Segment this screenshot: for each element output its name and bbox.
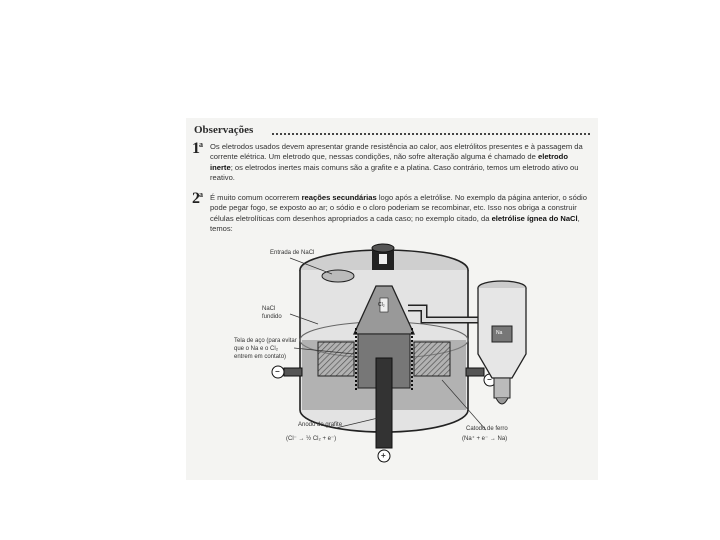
label-cl2: Cl₂ [378, 302, 385, 308]
label-iron-cathode: Catodo de ferro [466, 426, 508, 432]
sodium-collector [478, 281, 526, 404]
label-na: Na [496, 330, 503, 336]
section-heading: Observações [194, 124, 254, 136]
label-steel-screen-1: Tela de aço (para evitar [234, 338, 297, 344]
cathode-right [414, 342, 450, 376]
label-nacl-inlet: Entrada de NaCl [270, 250, 315, 256]
label-graphite-anode: Anodo de grafite [298, 422, 343, 428]
label-plus: + [381, 451, 386, 460]
label-steel-screen-2: que o Na e o Cl₂ [234, 346, 279, 352]
right-terminal [466, 368, 484, 376]
left-terminal [284, 368, 302, 376]
label-nacl-molten-1: NaCl [262, 306, 276, 312]
item-2-bold-term: reações secundárias [301, 193, 377, 202]
scanned-page [186, 118, 598, 480]
top-cap [372, 244, 394, 270]
item-2-text-mid: logo após a eletrólise. No exemplo da página anterior, o sódio pode pegar fogo, se exposto ao ar; o sódio e o cloro poderiam se recombinar, etc. Isso nos obriga a construir células eletrolíticas com desenhos apropriados a cada caso; no exemplo citado, da [210, 193, 587, 223]
graphite-anode [376, 358, 392, 448]
item-number-1-digit: 1 [192, 140, 199, 157]
label-steel-screen-3: entrem em contato) [234, 354, 287, 360]
label-minus-left: − [275, 367, 280, 376]
label-minus-right: − [487, 375, 492, 384]
item-2-bold-term-2: eletrólise ígnea do NaCl [491, 213, 578, 223]
item-number-2-digit: 2 [192, 190, 199, 207]
label-anode-equation: (Cl⁻ → ½ Cl₂ + e⁻) [286, 436, 337, 442]
item-1-bold-term: eletrodo inerte [210, 152, 568, 172]
item-2-text-after: , temos: [210, 213, 580, 234]
cathode-left [318, 342, 354, 376]
electrolysis-cell-diagram [186, 118, 598, 480]
item-2-text-before: É muito comum ocorrerem [210, 193, 302, 202]
label-cathode-equation: (Na⁺ + e⁻ → Na) [462, 436, 508, 442]
item-1-text-before: Os eletrodos usados devem apresentar grande resistência ao calor, aos eletrólitos presentes e à passagem da corrente elétrica. Um eletrodo que, nessas condições, não sofre alteração alguma é chamado de [210, 142, 583, 162]
label-nacl-molten-2: fundido [262, 314, 282, 320]
item-1-text-after: ; os eletrodos inertes mais comuns são a grafite e a platina. Caso contrário, temos um eletrodo ativo ou reativo. [210, 162, 579, 183]
item-number-1-ordinal: a [199, 140, 202, 149]
item-number-2-ordinal: a [199, 190, 202, 199]
